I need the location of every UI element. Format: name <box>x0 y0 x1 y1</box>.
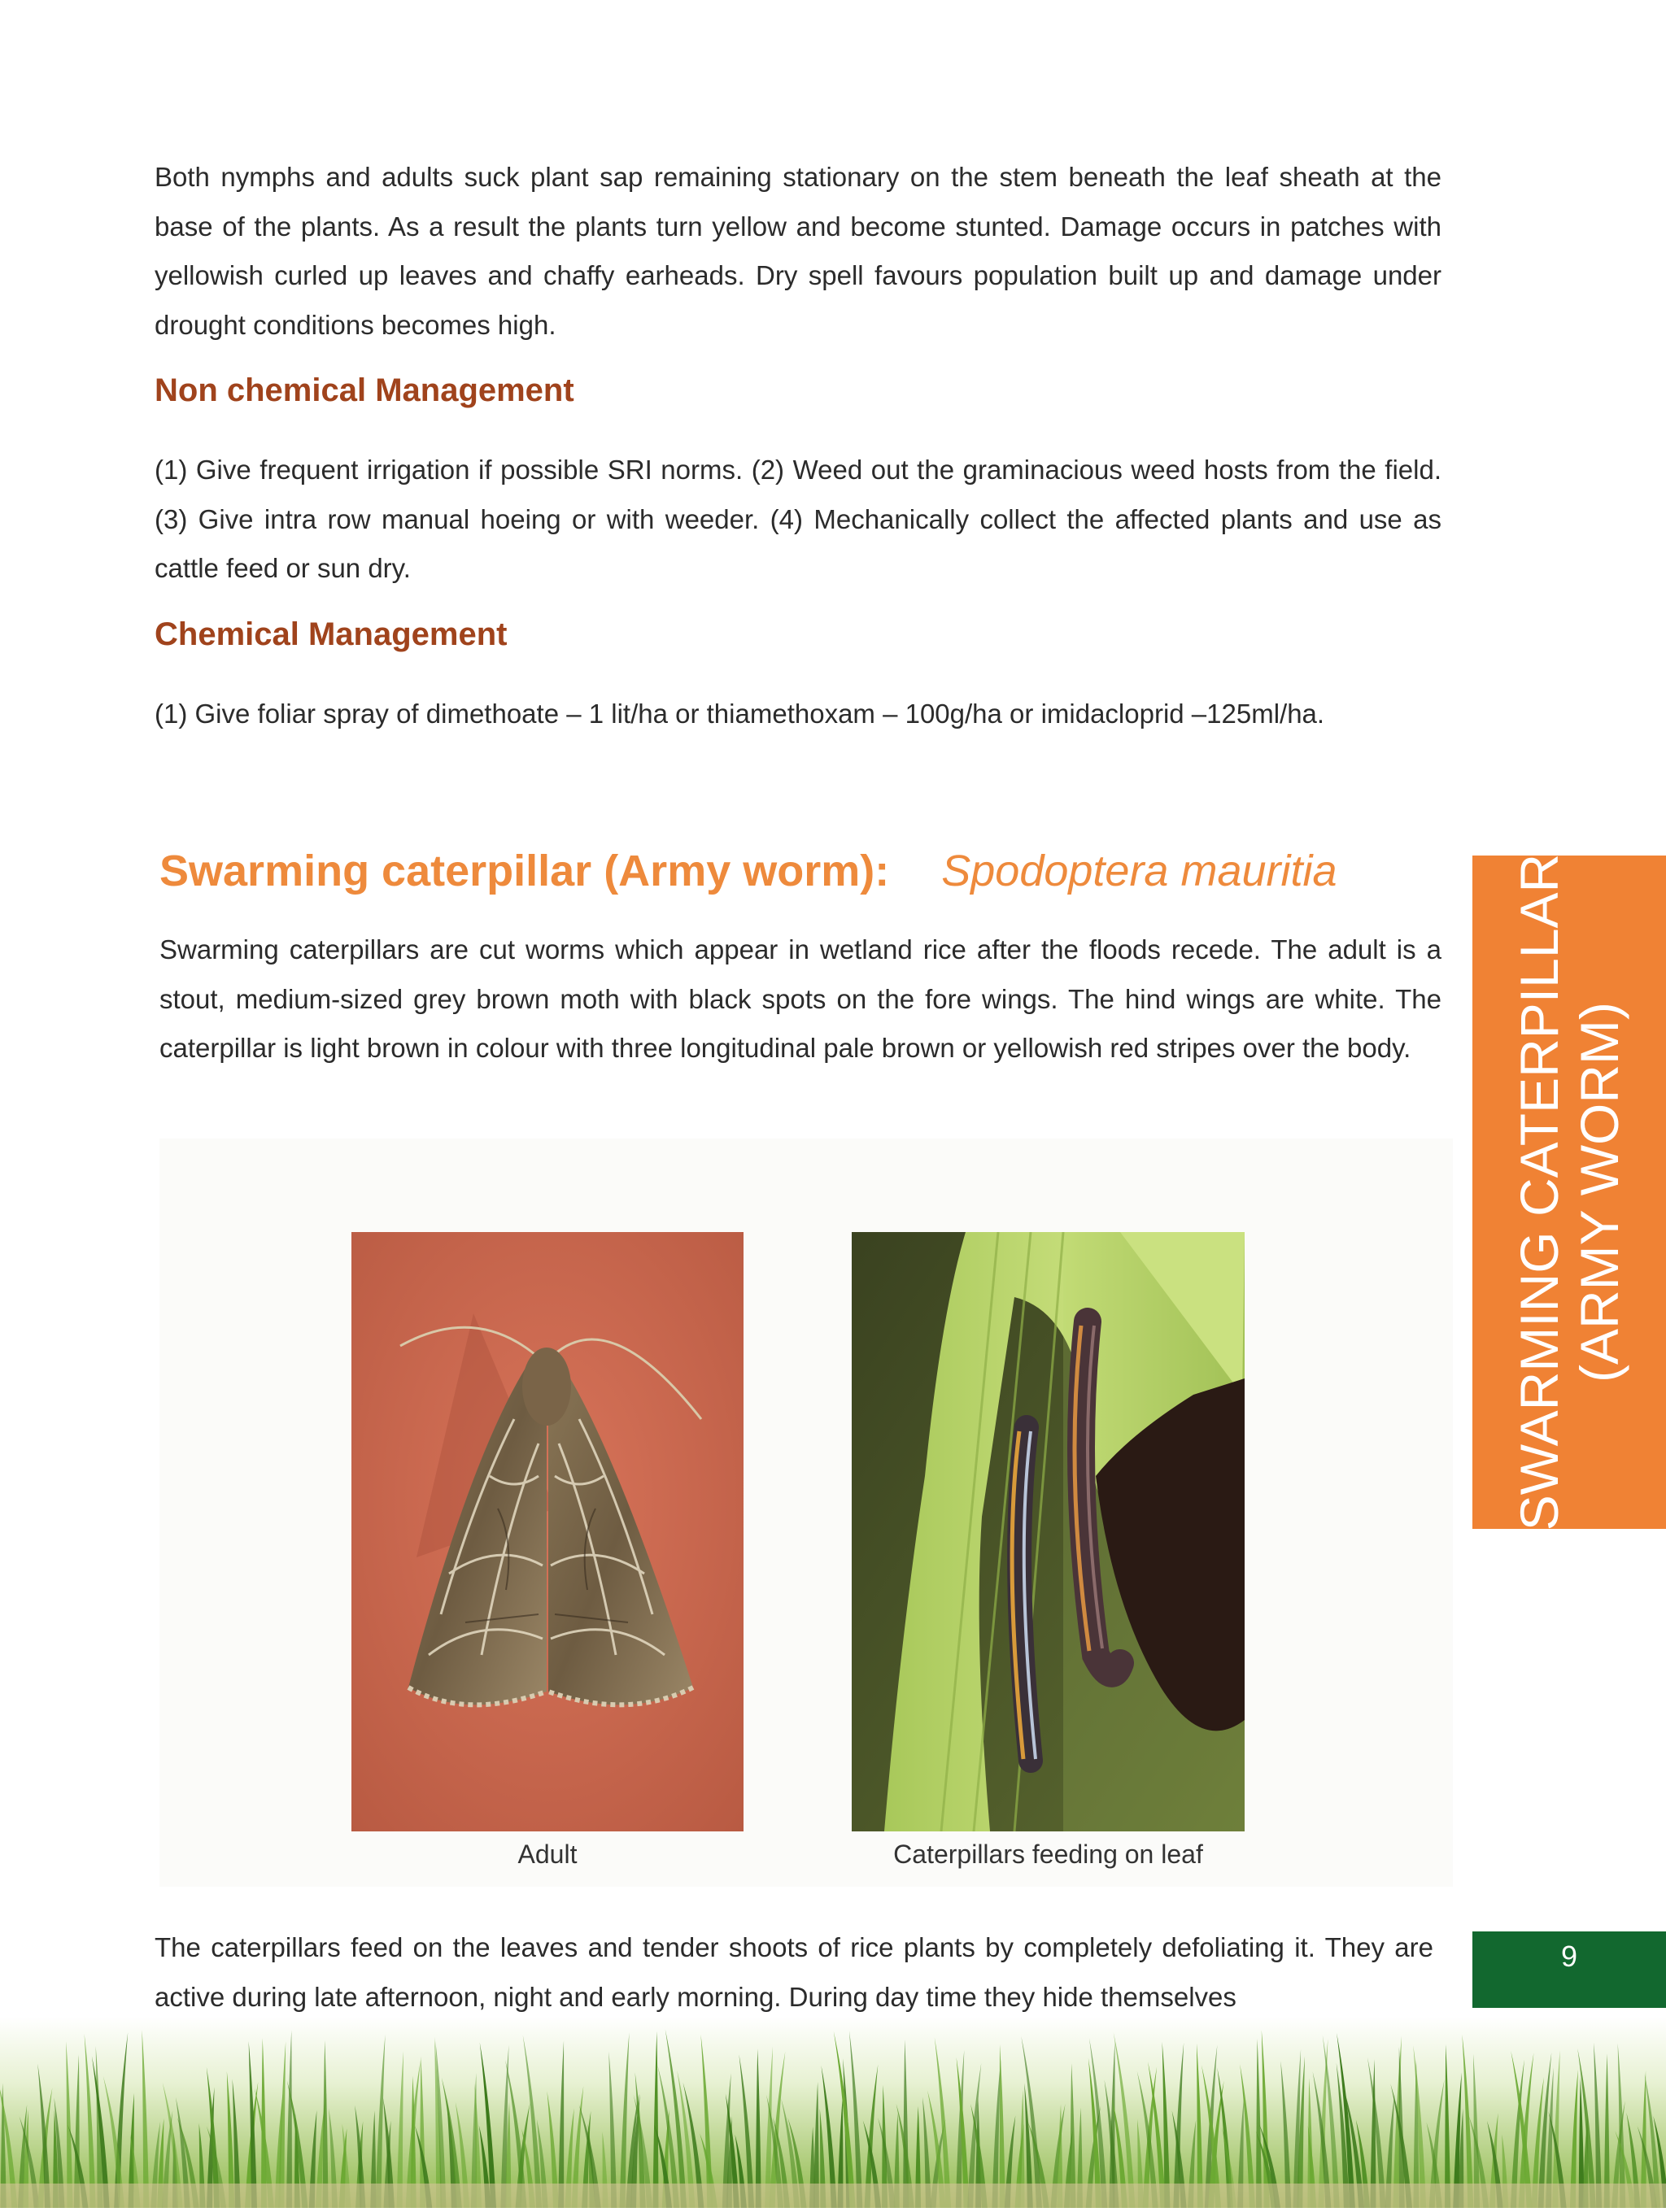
intro-paragraph: Both nymphs and adults suck plant sap remaining stationary on the stem beneath the leaf sheath at the base of the plants. As a result the plants turn yellow and become stunted. Damage occurs in patches with yellowish curled up leaves and chaffy earheads. Dry spell favours population built up and damage under drought conditions becomes high. <box>155 162 1441 340</box>
side-tab <box>1472 853 1666 1531</box>
side-tab-line1: SWARMING CATERPILLAR <box>1509 853 1569 1531</box>
chemical-text: (1) Give foliar spray of dimethoate – 1 lit/ha or thiamethoxam – 100g/ha or imidacloprid –125ml/ha. <box>155 699 1325 729</box>
chemical-heading: Chemical Management <box>155 616 508 652</box>
caterpillar-photo <box>852 1232 1245 1831</box>
adult-caption: Adult <box>517 1840 578 1869</box>
larvae-caption: Caterpillars feeding on leaf <box>893 1840 1203 1869</box>
non-chemical-text: (1) Give frequent irrigation if possible SRI norms. (2) Weed out the graminacious weed hosts from the field. (3) Give intra row manual hoeing or with weeder. (4) Mechanically collect the affected plants and use as cattle feed or sun dry. <box>155 455 1441 583</box>
section-title-common: Swarming caterpillar (Army worm): <box>159 847 890 895</box>
section-title-scientific: Spodoptera mauritia <box>941 847 1337 895</box>
grass-footer-decoration <box>0 2017 1666 2208</box>
section-description: Swarming caterpillars are cut worms which appear in wetland rice after the floods recede. The adult is a stout, medium-sized grey brown moth with black spots on the fore wings. The hind wings are white. The caterpillar is light brown in colour with three longitudinal pale brown or yellowish red stripes over the body. <box>159 934 1441 1063</box>
bottom-paragraph: The caterpillars feed on the leaves and tender shoots of rice plants by completely defoliating it. They are active during late afternoon, night and early morning. During day time they hide themselves <box>155 1932 1433 2012</box>
non-chemical-heading: Non chemical Management <box>155 372 574 408</box>
moth-photo <box>351 1232 744 1831</box>
page-number: 9 <box>1472 1931 1666 2008</box>
side-tab-label <box>1509 854 1629 1531</box>
section-title <box>159 846 1337 896</box>
side-tab-line2: (ARMY WORM) <box>1569 1001 1629 1383</box>
